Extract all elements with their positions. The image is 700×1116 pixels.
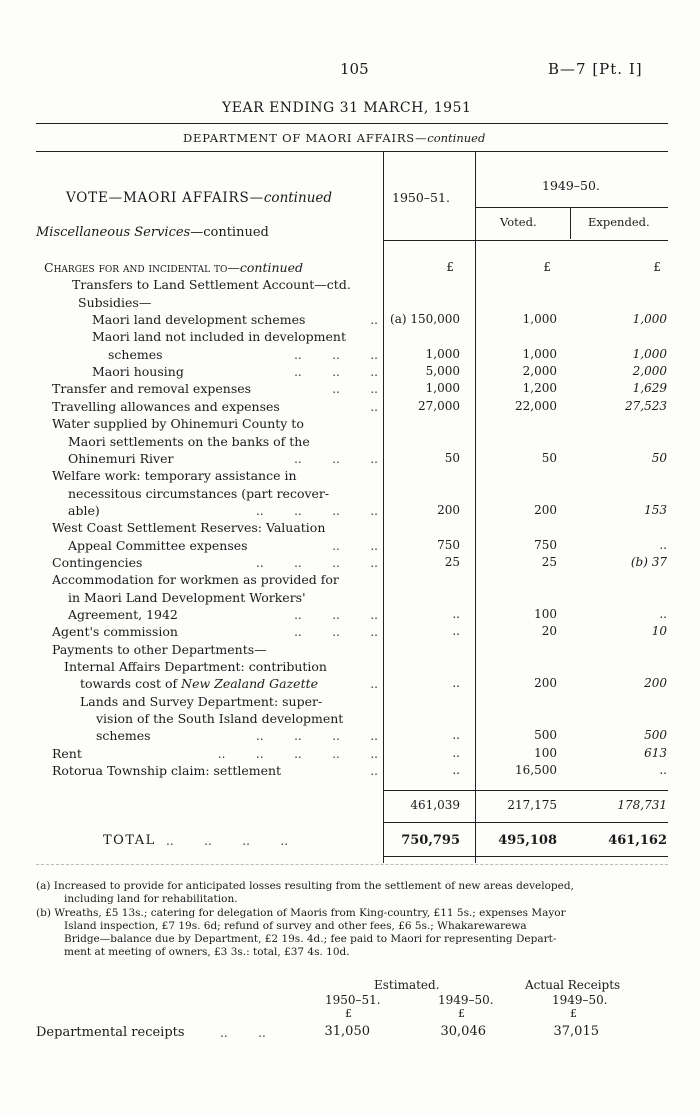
receipts-actual-heading: Actual Receipts xyxy=(525,978,621,992)
row-col-1950-51-value: 1,000 xyxy=(425,347,460,361)
subtotal-voted: 217,175 xyxy=(507,798,557,812)
row-leader-dots: .. .. .. .. xyxy=(255,729,378,743)
row-col-expended-value: 200 xyxy=(644,676,667,690)
subtotal-rule xyxy=(383,790,668,791)
row-desc-payments-heading xyxy=(52,642,267,657)
row-desc-land-not-included-line-1 xyxy=(92,329,346,344)
column-rule-2 xyxy=(475,151,476,863)
misc-services-continued: —continued xyxy=(190,225,269,240)
row-desc-agreement-1942 xyxy=(68,607,178,622)
row-col-1950-51-value: .. xyxy=(452,607,460,621)
receipts-pound-2: £ xyxy=(458,1007,465,1020)
total-bottom-rule xyxy=(383,856,668,857)
row-col-voted-value: 16,500 xyxy=(515,763,557,777)
row-desc-land-not-included-schemes xyxy=(108,347,163,362)
row-text: Maori housing xyxy=(92,364,184,379)
footnote-b-line-3: Bridge—balance due by Department, £2 19s. 4d.; fee paid to Maori for representing Depart- xyxy=(64,933,557,945)
row-desc-water-line-2 xyxy=(68,434,310,449)
row-text: Water supplied by Ohinemuri County to xyxy=(52,416,304,431)
row-text: Payments to other Departments— xyxy=(52,642,267,657)
row-text: able) xyxy=(68,503,100,518)
row-desc-west-coast-line-1 xyxy=(52,520,325,535)
row-col-voted-value: 25 xyxy=(541,555,557,569)
row-col-expended-value: .. xyxy=(659,538,667,552)
row-text: vision of the South Island development xyxy=(96,711,344,726)
row-text: Agreement, 1942 xyxy=(68,607,178,622)
row-col-voted-value: 20 xyxy=(541,624,557,638)
row-text: Internal Affairs Department: contribution xyxy=(64,659,327,674)
row-text: Rotorua Township claim: settlement xyxy=(52,763,282,778)
misc-services-italic: Miscellaneous Services xyxy=(36,225,191,240)
row-col-1950-51-value: 5,000 xyxy=(425,364,460,378)
row-desc-water-line-1 xyxy=(52,416,304,431)
footnote-a-line-2: including land for rehabilitation. xyxy=(64,893,238,905)
total-voted: 495,108 xyxy=(498,833,557,848)
row-col-expended-value: .. xyxy=(659,607,667,621)
row-desc-transfer-removal xyxy=(52,381,251,396)
row-desc-accommodation-line-2 xyxy=(68,590,306,605)
row-leader-dots: .. xyxy=(370,400,378,414)
row-col-expended-value: 500 xyxy=(644,728,667,742)
table-end-rule xyxy=(36,864,668,865)
department-heading-continued: continued xyxy=(427,131,486,145)
row-leader-dots: .. .. .. xyxy=(294,608,378,622)
row-col-1950-51-value: 25 xyxy=(444,555,460,569)
row-leader-dots: .. .. .. .. xyxy=(255,556,378,570)
row-desc-welfare-line-1 xyxy=(52,468,297,483)
receipts-leader-dots: .. .. xyxy=(220,1026,266,1040)
row-col-expended-value: 1,000 xyxy=(632,312,667,326)
col-heading-expended: Expended. xyxy=(588,215,650,229)
row-text: Transfers to Land Settlement Account—ctd. xyxy=(72,277,351,292)
row-col-voted-value: £ xyxy=(543,260,551,274)
row-col-1950-51-value: .. xyxy=(452,746,460,760)
row-continued: —continued xyxy=(227,260,304,275)
row-col-voted-value: 50 xyxy=(541,451,557,465)
receipts-value-1949-50-actual: 37,015 xyxy=(553,1024,599,1039)
row-text: Agent's commission xyxy=(52,624,178,639)
row-col-expended-value: 613 xyxy=(644,746,667,760)
row-leader-dots: .. .. .. .. .. xyxy=(217,747,378,761)
row-text: Charges for and incidental to xyxy=(44,260,228,275)
row-col-1950-51-value: .. xyxy=(452,763,460,777)
row-text: Appeal Committee expenses xyxy=(68,538,248,553)
col-heading-voted: Voted. xyxy=(500,215,537,229)
row-text: Accommodation for workmen as provided for xyxy=(52,572,339,587)
row-col-1950-51-value: 50 xyxy=(444,451,460,465)
page-title: YEAR ENDING 31 MARCH, 1951 xyxy=(222,100,472,116)
vote-title xyxy=(66,190,332,206)
row-col-voted-value: 2,000 xyxy=(522,364,557,378)
row-leader-dots: .. .. xyxy=(332,539,378,553)
receipts-pound-3: £ xyxy=(570,1007,577,1020)
row-text: Contingencies xyxy=(52,555,143,570)
total-label: TOTAL xyxy=(103,833,156,848)
row-desc-contingencies xyxy=(52,555,142,570)
row-col-1950-51-value: 1,000 xyxy=(425,381,460,395)
row-col-voted-value: 1,000 xyxy=(522,312,557,326)
row-col-1950-51-value: 200 xyxy=(437,503,460,517)
table-top-rule xyxy=(36,151,668,152)
row-text: schemes xyxy=(108,347,163,362)
row-desc-rotorua-township xyxy=(52,763,281,778)
row-desc-lands-survey-line-1 xyxy=(80,694,322,709)
row-text: Rent xyxy=(52,746,82,761)
row-desc-maori-housing xyxy=(92,364,184,379)
total-leader-dots: .. .. .. .. xyxy=(166,834,289,848)
document-reference: B—7 [Pt. I] xyxy=(548,60,643,78)
row-desc-water-ohinemuri-river xyxy=(68,451,173,466)
row-leader-dots: .. .. .. xyxy=(294,365,378,379)
total-1950-51: 750,795 xyxy=(401,833,460,848)
row-leader-dots: .. .. .. xyxy=(294,452,378,466)
row-text: Maori land development schemes xyxy=(92,312,306,327)
row-desc-subsidies-heading xyxy=(78,295,151,310)
row-leader-dots: .. .. .. .. xyxy=(255,504,378,518)
receipts-value-1950-51: 31,050 xyxy=(324,1024,370,1039)
row-desc-internal-affairs-line-1 xyxy=(64,659,327,674)
col-heading-1950-51: 1950–51. xyxy=(392,190,450,205)
department-heading xyxy=(183,131,485,145)
column-rule-3 xyxy=(570,207,571,239)
row-desc-transfers-heading xyxy=(72,277,351,292)
row-col-voted-value: 200 xyxy=(534,503,557,517)
row-col-expended-value: 2,000 xyxy=(632,364,667,378)
row-desc-charges-heading xyxy=(44,260,303,275)
page-number: 105 xyxy=(340,60,369,78)
row-col-1950-51-value: .. xyxy=(452,676,460,690)
row-col-expended-value: 50 xyxy=(651,451,667,465)
row-col-voted-value: 100 xyxy=(534,746,557,760)
row-text: Subsidies— xyxy=(78,295,152,310)
row-col-expended-value: 1,000 xyxy=(632,347,667,361)
row-col-expended-value: £ xyxy=(653,260,661,274)
row-italic-tail: New Zealand Gazette xyxy=(181,676,319,691)
row-col-1950-51-value: 750 xyxy=(437,538,460,552)
row-text: Ohinemuri River xyxy=(68,451,174,466)
row-text: Travelling allowances and expenses xyxy=(52,399,280,414)
row-col-1950-51-value: (a) 150,000 xyxy=(390,312,460,326)
row-desc-welfare-line-2 xyxy=(68,486,329,501)
department-heading-text: DEPARTMENT OF MAORI AFFAIRS— xyxy=(183,131,428,145)
row-text: towards cost of xyxy=(80,676,182,691)
row-desc-agents-commission xyxy=(52,624,178,639)
receipts-year-1949-50-actual: 1949–50. xyxy=(552,993,608,1007)
row-col-1950-51-value: .. xyxy=(452,728,460,742)
footnote-b-line-2: Island inspection, £7 19s. 6d; refund of survey and other fees, £6 5s.; Whakarewarewa xyxy=(64,920,527,932)
row-text: Maori land not included in development xyxy=(92,329,346,344)
col-heading-1949-50: 1949–50. xyxy=(542,178,600,193)
row-desc-accommodation-line-1 xyxy=(52,572,339,587)
row-leader-dots: .. xyxy=(370,677,378,691)
receipts-year-1949-50-est: 1949–50. xyxy=(438,993,494,1007)
row-col-expended-value: 1,629 xyxy=(632,381,667,395)
row-col-voted-value: 500 xyxy=(534,728,557,742)
row-text: Lands and Survey Department: super- xyxy=(80,694,323,709)
receipts-year-1950-51: 1950–51. xyxy=(325,993,381,1007)
footnote-b-line-4: ment at meeting of owners, £3 3s.: total, £37 4s. 10d. xyxy=(64,946,350,958)
row-leader-dots: .. .. .. xyxy=(294,348,378,362)
row-col-expended-value: 153 xyxy=(644,503,667,517)
row-col-voted-value: 1,200 xyxy=(522,381,557,395)
row-col-voted-value: 200 xyxy=(534,676,557,690)
row-leader-dots: .. xyxy=(370,764,378,778)
row-text: schemes xyxy=(96,728,151,743)
row-desc-lands-survey-line-2 xyxy=(96,711,343,726)
receipts-value-1949-50-est: 30,046 xyxy=(440,1024,486,1039)
row-col-1950-51-value: 27,000 xyxy=(418,399,460,413)
receipts-label: Departmental receipts xyxy=(36,1025,185,1040)
row-col-voted-value: 100 xyxy=(534,607,557,621)
receipts-pound-1: £ xyxy=(345,1007,352,1020)
row-col-expended-value: 10 xyxy=(651,624,667,638)
row-col-expended-value: (b) 37 xyxy=(630,555,667,569)
row-desc-maori-land-development xyxy=(92,312,305,327)
vote-title-text: VOTE—MAORI AFFAIRS— xyxy=(66,190,264,206)
row-col-voted-value: 750 xyxy=(534,538,557,552)
vote-title-continued: continued xyxy=(263,190,333,206)
row-col-voted-value: 1,000 xyxy=(522,347,557,361)
column-rule-1 xyxy=(383,151,384,863)
row-col-voted-value: 22,000 xyxy=(515,399,557,413)
row-col-expended-value: 27,523 xyxy=(625,399,667,413)
subtotal-expended: 178,731 xyxy=(617,798,667,812)
row-desc-travelling-allowances xyxy=(52,399,280,414)
heading-bottom-rule xyxy=(383,240,668,241)
row-col-1950-51-value: £ xyxy=(446,260,454,274)
row-desc-rent xyxy=(52,746,82,761)
row-text: Transfer and removal expenses xyxy=(52,381,252,396)
subtotal-1950-51: 461,039 xyxy=(410,798,460,812)
heading-split-rule xyxy=(475,207,668,208)
total-rule xyxy=(383,822,668,823)
row-desc-appeal-committee xyxy=(68,538,248,553)
footnote-a-line-1: (a) Increased to provide for anticipated losses resulting from the settlement of new areas developed, xyxy=(36,880,574,892)
row-text: Welfare work: temporary assistance in xyxy=(52,468,297,483)
row-leader-dots: .. .. xyxy=(332,382,378,396)
row-text: West Coast Settlement Reserves: Valuation xyxy=(52,520,326,535)
row-leader-dots: .. .. .. xyxy=(294,625,378,639)
row-desc-nz-gazette xyxy=(80,676,318,691)
total-expended: 461,162 xyxy=(608,833,667,848)
row-text: Maori settlements on the banks of the xyxy=(68,434,310,449)
row-leader-dots: .. xyxy=(370,313,378,327)
row-col-1950-51-value: .. xyxy=(452,624,460,638)
row-text: necessitous circumstances (part recover- xyxy=(68,486,330,501)
misc-services-heading xyxy=(36,225,269,240)
footnote-b-line-1: (b) Wreaths, £5 13s.; catering for delegation of Maoris from King-country, £11 5s.; expenses Mayor xyxy=(36,907,566,919)
header-rule xyxy=(36,123,668,124)
row-col-expended-value: .. xyxy=(659,763,667,777)
row-desc-lands-survey-schemes xyxy=(96,728,151,743)
receipts-estimated-heading: Estimated. xyxy=(374,978,440,992)
row-text: in Maori Land Development Workers' xyxy=(68,590,306,605)
row-desc-welfare-able xyxy=(68,503,100,518)
